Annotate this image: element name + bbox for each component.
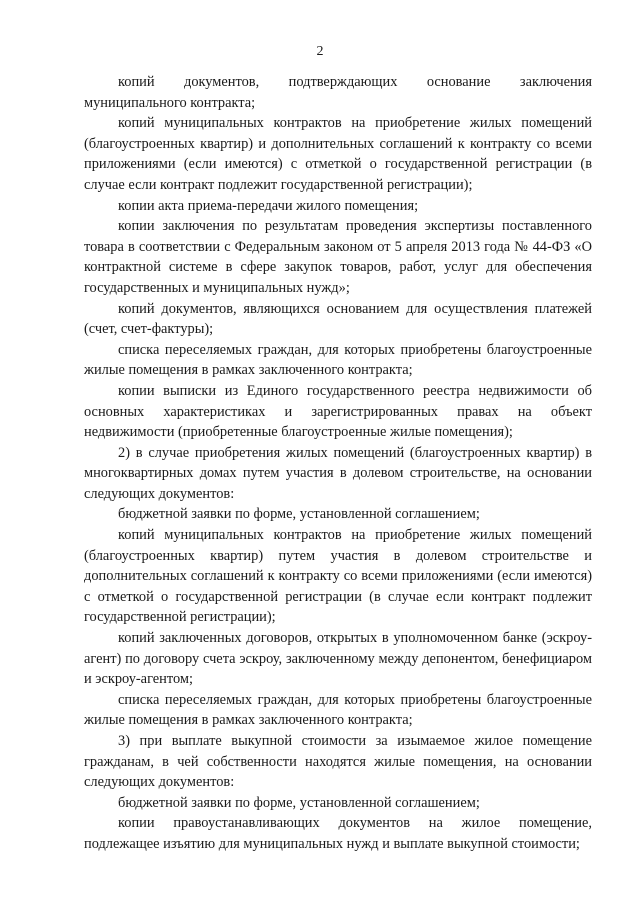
- paragraph-expertise: копии заключения по результатам проведения экспертизы поставленного товара в соответствии с Федеральным законом от 5 апреля 2013 года № 44-ФЗ «О контрактной системе в сфере закупок товаров, работ, услуг для обеспечения государственных и муниципальных нужд»;: [84, 218, 592, 296]
- paragraph-item-2: 2) в случае приобретения жилых помещений (благоустроенных квартир) в многоквартирных домах путем участия в долевом строительстве, на основании следующих документов:: [84, 444, 592, 502]
- paragraph-municipal-contracts: копий муниципальных контрактов на приобретение жилых помещений (благоустроенных квартир) и дополнительных соглашений к контракту со всеми приложениями (если имеются) с отметкой о государственной регистрации (в случае если контракт подлежит государственной регистрации);: [84, 115, 592, 193]
- page-number: 2: [316, 44, 324, 59]
- paragraph-payment-docs: копий документов, являющихся основанием для осуществления платежей (счет, счет-фактуры);: [84, 300, 592, 338]
- paragraph-resettled-list-2: списка переселяемых граждан, для которых приобретены благоустроенные жилые помещения в рамках заключенного контракта;: [84, 691, 592, 729]
- paragraph-title-documents: копии правоустанавливающих документов на жилое помещение, подлежащее изъятию для муниципальных нужд и выплате выкупной стоимости;: [84, 815, 592, 852]
- paragraph-budget-request-2: бюджетной заявки по форме, установленной соглашением;: [118, 794, 480, 811]
- paragraph-shared-construction-contracts: копий муниципальных контрактов на приобретение жилых помещений (благоустроенных квартир) путем участия в долевом строительстве и дополнительных соглашений к контракту со всеми приложениями (если имеются) с отметкой о государственной регистрации (в случае если контракт подлежит государственной регистрации);: [84, 527, 592, 626]
- paragraph-acceptance-act: копии акта приема-передачи жилого помещения;: [118, 197, 419, 214]
- paragraph-resettled-list: списка переселяемых граждан, для которых приобретены благоустроенные жилые помещения в рамках заключенного контракта;: [84, 341, 592, 379]
- paragraph-escrow-agreements: копий заключенных договоров, открытых в уполномоченном банке (эскроу-агент) по договору счета эскроу, заключенному между депонентом, бенефициаром и эскроу-агентом;: [84, 630, 592, 688]
- document-body: [84, 72, 592, 855]
- paragraph-item-3: 3) при выплате выкупной стоимости за изымаемое жилое помещение гражданам, в чей собственности находятся жилые помещения, на основании следующих документов:: [84, 733, 592, 791]
- paragraph-registry-extract: копии выписки из Единого государственного реестра недвижимости об основных характеристиках и зарегистрированных правах на объект недвижимости (приобретенные благоустроенные жилые помещения);: [84, 382, 592, 441]
- paragraph-budget-request: бюджетной заявки по форме, установленной соглашением;: [118, 506, 480, 523]
- paragraph-copies-basis: копий документов, подтверждающих основание заключения муниципального контракта;: [84, 74, 592, 111]
